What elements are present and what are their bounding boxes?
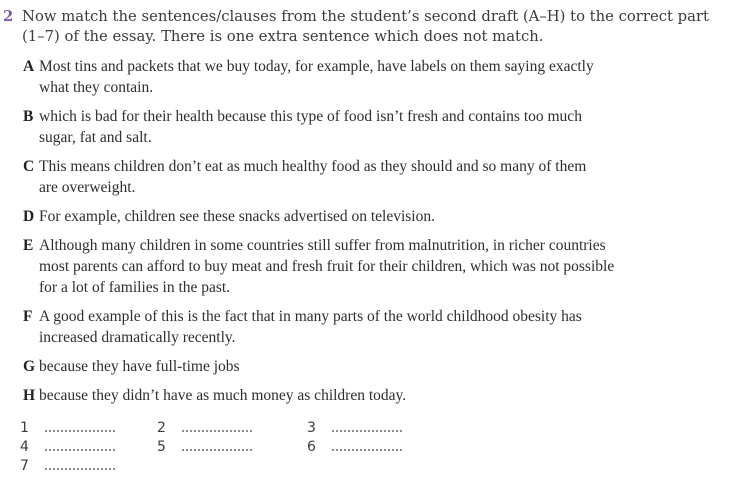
- answer-blank: [45, 419, 115, 432]
- sentence-list: [23, 56, 728, 406]
- answer-row: [20, 457, 728, 476]
- sentence-item-h: [23, 385, 728, 406]
- answer-cell-3: [307, 419, 402, 436]
- item-text: [39, 106, 582, 148]
- item-letter: B: [23, 108, 34, 125]
- sentence-item-c: [23, 156, 728, 198]
- item-text-line: for a lot of families in the past.: [39, 279, 231, 296]
- item-text-line: For example, children see these snacks advertised on television.: [39, 208, 435, 225]
- item-letter: E: [23, 237, 34, 254]
- item-text-line: increased dramatically recently.: [39, 329, 236, 346]
- answer-cell-5: [157, 438, 307, 455]
- sentence-item-d: [23, 206, 728, 227]
- item-text: [39, 56, 594, 98]
- item-text: [39, 235, 614, 298]
- item-text: [39, 385, 406, 406]
- answer-blank: [332, 438, 402, 451]
- item-text-line: because they didn’t have as much money as children today.: [39, 387, 407, 404]
- exercise-number: 2: [3, 8, 14, 25]
- answer-number: 2: [157, 420, 166, 436]
- answer-blank: [45, 457, 115, 470]
- item-text-line: are overweight.: [39, 179, 136, 196]
- sentence-item-b: [23, 106, 728, 148]
- answer-blank: [182, 438, 252, 451]
- item-text-line: This means children don’t eat as much healthy food as they should and so many of them: [39, 158, 587, 175]
- item-text: [39, 356, 240, 377]
- item-text-line: most parents can afford to buy meat and fresh fruit for their children, which was not possible: [39, 258, 615, 275]
- sentence-item-a: [23, 56, 728, 98]
- answer-cell-6: [307, 438, 402, 455]
- answer-cell-7: [20, 457, 157, 474]
- answer-cell-2: [157, 419, 307, 436]
- instruction-line: Now match the sentences/clauses from the student’s second draft (A–H) to the correct part: [22, 8, 709, 25]
- answer-number: 5: [157, 439, 166, 455]
- answer-blank: [182, 419, 252, 432]
- answer-number: 4: [20, 439, 29, 455]
- answer-cell-1: [20, 419, 157, 436]
- item-letter: C: [23, 158, 35, 175]
- exercise-header: [3, 7, 728, 47]
- item-letter: F: [23, 308, 33, 325]
- item-text-line: Although many children in some countries still suffer from malnutrition, in richer countries: [39, 237, 606, 254]
- answer-blank: [45, 438, 115, 451]
- item-text: [39, 206, 435, 227]
- answer-blank: [332, 419, 402, 432]
- answer-number: 3: [307, 420, 316, 436]
- item-letter: A: [23, 58, 35, 75]
- exercise-instruction: [22, 7, 709, 47]
- item-text-line: Most tins and packets that we buy today, for example, have labels on them saying exactly: [39, 58, 594, 75]
- answer-cell-4: [20, 438, 157, 455]
- answer-row: [20, 419, 728, 438]
- item-text-line: which is bad for their health because this type of food isn’t fresh and contains too much: [39, 108, 582, 125]
- answer-number: 6: [307, 439, 316, 455]
- sentence-item-g: [23, 356, 728, 377]
- instruction-line: (1–7) of the essay. There is one extra sentence which does not match.: [22, 28, 544, 45]
- item-text-line: sugar, fat and salt.: [39, 129, 152, 146]
- item-letter: G: [23, 358, 36, 375]
- item-text-line: what they contain.: [39, 79, 154, 96]
- answer-number: 7: [20, 458, 29, 474]
- item-text-line: because they have full-time jobs: [39, 358, 240, 375]
- answer-number: 1: [20, 420, 29, 436]
- answer-row: [20, 438, 728, 457]
- item-text: [39, 306, 582, 348]
- item-letter: H: [23, 387, 36, 404]
- sentence-item-f: [23, 306, 728, 348]
- item-text: [39, 156, 586, 198]
- answer-grid: [20, 419, 728, 476]
- item-text-line: A good example of this is the fact that in many parts of the world childhood obesity has: [39, 308, 582, 325]
- item-letter: D: [23, 208, 35, 225]
- sentence-item-e: [23, 235, 728, 298]
